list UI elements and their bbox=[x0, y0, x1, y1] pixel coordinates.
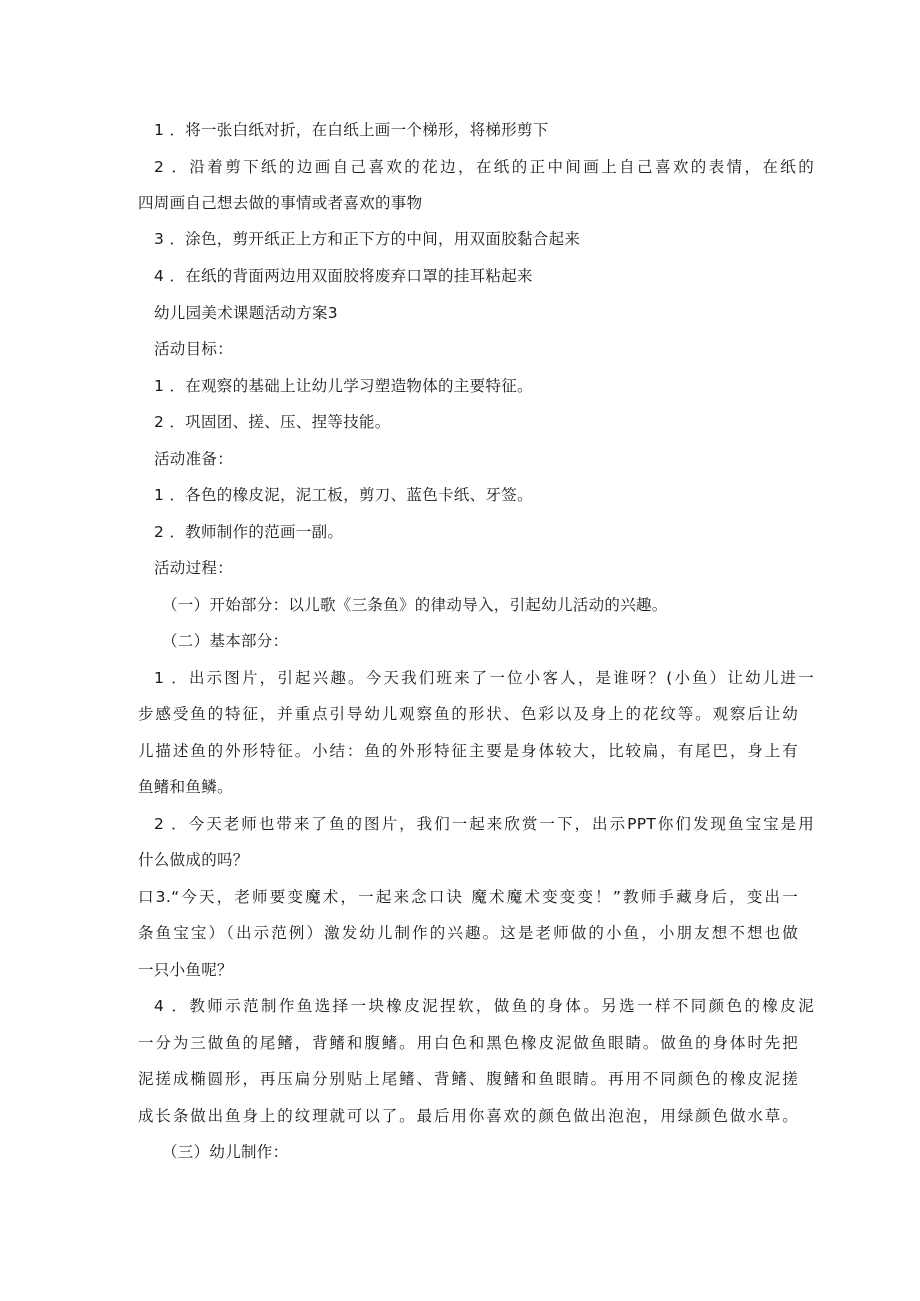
text-line: 口3.“今天，老师要变魔术，一起来念口诀 魔术魔术变变变！”教师手藏身后，变出一 bbox=[138, 888, 798, 906]
text-line: 四周画自己想去做的事情或者喜欢的事物 bbox=[138, 194, 423, 212]
text-line: （二）基本部分： bbox=[162, 632, 289, 650]
section-heading: 幼儿园美术课题活动方案3 bbox=[154, 304, 338, 322]
text-line: 1 ．将一张白纸对折，在白纸上画一个梯形，将梯形剪下 bbox=[154, 121, 549, 139]
text-line: 4 ．教师示范制作鱼选择一块橡皮泥捏软，做鱼的身体。另选一样不同颜色的橡皮泥 bbox=[154, 997, 814, 1015]
subheading: 活动目标： bbox=[154, 340, 234, 358]
text-line: 一只小鱼呢？ bbox=[138, 961, 233, 979]
text-line: 1 ．出示图片，引起兴趣。今天我们班来了一位小客人，是谁呀？(小鱼）让幼儿进一 bbox=[154, 669, 814, 687]
text-line: 4 ．在纸的背面两边用双面胶将废弃口罩的挂耳粘起来 bbox=[154, 267, 533, 285]
text-line: 步感受鱼的特征，并重点引导幼儿观察鱼的形状、色彩以及身上的花纹等。观察后让幼 bbox=[138, 705, 798, 723]
text-line: 2 ．沿着剪下纸的边画自己喜欢的花边，在纸的正中间画上自己喜欢的表情，在纸的 bbox=[154, 158, 814, 176]
text-line: 2 ．今天老师也带来了鱼的图片，我们一起来欣赏一下，出示PPT你们发现鱼宝宝是用 bbox=[154, 815, 814, 833]
subheading: 活动准备： bbox=[154, 450, 234, 468]
text-line: 条鱼宝宝）（出示范例）激发幼儿制作的兴趣。这是老师做的小鱼，小朋友想不想也做 bbox=[138, 924, 798, 942]
text-line: 2 ．巩固团、搓、压、捏等技能。 bbox=[154, 413, 391, 431]
text-line: （三）幼儿制作： bbox=[162, 1143, 289, 1161]
text-line: 成长条做出鱼身上的纹理就可以了。最后用你喜欢的颜色做出泡泡，用绿颜色做水草。 bbox=[138, 1107, 798, 1125]
text-line: （一）开始部分：以儿歌《三条鱼》的律动导入，引起幼儿活动的兴趣。 bbox=[162, 596, 668, 614]
text-line: 鱼鳍和鱼鳞。 bbox=[138, 778, 233, 796]
subheading: 活动过程： bbox=[154, 559, 234, 577]
text-line: 1 ．各色的橡皮泥，泥工板，剪刀、蓝色卡纸、牙签。 bbox=[154, 486, 533, 504]
text-line: 2 ．教师制作的范画一副。 bbox=[154, 523, 344, 541]
text-line: 1 ．在观察的基础上让幼儿学习塑造物体的主要特征。 bbox=[154, 377, 533, 395]
text-line: 3 ．涂色，剪开纸正上方和正下方的中间，用双面胶黏合起来 bbox=[154, 230, 581, 248]
text-line: 儿描述鱼的外形特征。小结：鱼的外形特征主要是身体较大，比较扁，有尾巴，身上有 bbox=[138, 742, 798, 760]
text-line: 什么做成的吗？ bbox=[138, 851, 249, 869]
text-line: 泥搓成椭圆形，再压扁分别贴上尾鳍、背鳍、腹鳍和鱼眼睛。再用不同颜色的橡皮泥搓 bbox=[138, 1070, 798, 1088]
text-line: 一分为三做鱼的尾鳍，背鳍和腹鳍。用白色和黑色橡皮泥做鱼眼睛。做鱼的身体时先把 bbox=[138, 1034, 798, 1052]
